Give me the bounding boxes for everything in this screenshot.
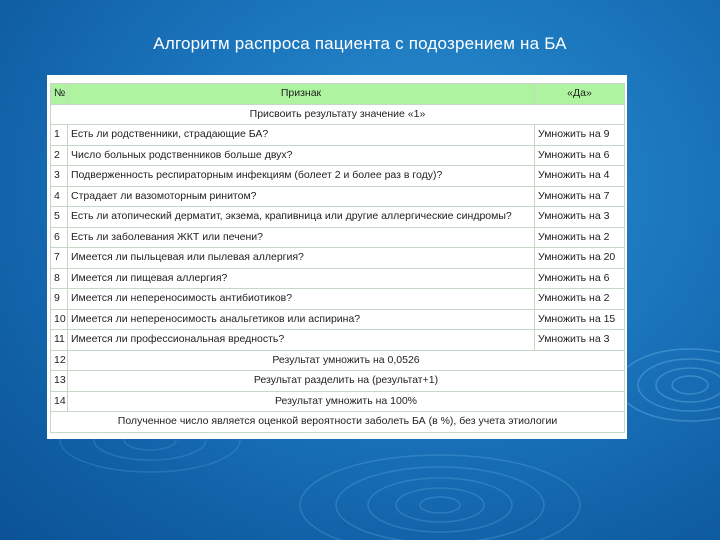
table-row: [51, 166, 625, 187]
row-sign: Подверженность респираторным инфекциям (болеет 2 и более раз в году)?: [68, 166, 535, 187]
row-action: Умножить на 2: [535, 289, 625, 310]
table-row: [51, 268, 625, 289]
row-sign: Есть ли родственники, страдающие БА?: [68, 125, 535, 146]
table-row: [51, 125, 625, 146]
header-yes: «Да»: [535, 84, 625, 105]
table-row: [51, 330, 625, 351]
table-row: [51, 248, 625, 269]
footer-text: Полученное число является оценкой вероятности заболеть БА (в %), без учета этиологии: [51, 412, 625, 433]
table-row: [51, 309, 625, 330]
row-number: 6: [51, 227, 68, 248]
row-number: 7: [51, 248, 68, 269]
row-number: 8: [51, 268, 68, 289]
row-number: 1: [51, 125, 68, 146]
intro-row: [51, 104, 625, 125]
row-sign: Имеется ли пыльцевая или пылевая аллергия?: [68, 248, 535, 269]
table-row: [51, 186, 625, 207]
questionnaire-sheet: [47, 75, 627, 439]
step-row: [51, 350, 625, 371]
row-sign: Есть ли атопический дерматит, экзема, крапивница или другие аллергические синдромы?: [68, 207, 535, 228]
table-row: [51, 207, 625, 228]
step-number: 12: [51, 350, 68, 371]
row-action: Умножить на 9: [535, 125, 625, 146]
row-sign: Есть ли заболевания ЖКТ или печени?: [68, 227, 535, 248]
row-number: 2: [51, 145, 68, 166]
row-number: 5: [51, 207, 68, 228]
row-number: 11: [51, 330, 68, 351]
table-row: [51, 227, 625, 248]
questionnaire-table: [50, 83, 625, 433]
row-sign: Страдает ли вазомоторным ринитом?: [68, 186, 535, 207]
header-sign: Признак: [68, 84, 535, 105]
step-text: Результат умножить на 100%: [68, 391, 625, 412]
step-row: [51, 371, 625, 392]
row-action: Умножить на 7: [535, 186, 625, 207]
row-sign: Число больных родственников больше двух?: [68, 145, 535, 166]
row-action: Умножить на 3: [535, 330, 625, 351]
step-number: 13: [51, 371, 68, 392]
table-row: [51, 145, 625, 166]
step-text: Результат умножить на 0,0526: [68, 350, 625, 371]
step-number: 14: [51, 391, 68, 412]
table-header-row: [51, 84, 625, 105]
row-sign: Имеется ли профессиональная вредность?: [68, 330, 535, 351]
row-action: Умножить на 6: [535, 145, 625, 166]
row-number: 3: [51, 166, 68, 187]
row-sign: Имеется ли непереносимость антибиотиков?: [68, 289, 535, 310]
step-row: [51, 391, 625, 412]
row-sign: Имеется ли пищевая аллергия?: [68, 268, 535, 289]
row-number: 9: [51, 289, 68, 310]
row-action: Умножить на 3: [535, 207, 625, 228]
row-action: Умножить на 4: [535, 166, 625, 187]
step-text: Результат разделить на (результат+1): [68, 371, 625, 392]
row-number: 10: [51, 309, 68, 330]
row-action: Умножить на 6: [535, 268, 625, 289]
header-number: №: [51, 84, 68, 105]
row-number: 4: [51, 186, 68, 207]
footer-row: [51, 412, 625, 433]
row-action: Умножить на 15: [535, 309, 625, 330]
row-action: Умножить на 2: [535, 227, 625, 248]
row-sign: Имеется ли непереносимость анальгетиков или аспирина?: [68, 309, 535, 330]
intro-text: Присвоить результату значение «1»: [51, 104, 625, 125]
table-row: [51, 289, 625, 310]
row-action: Умножить на 20: [535, 248, 625, 269]
slide-title: Алгоритм распроса пациента с подозрением на БА: [153, 34, 567, 53]
